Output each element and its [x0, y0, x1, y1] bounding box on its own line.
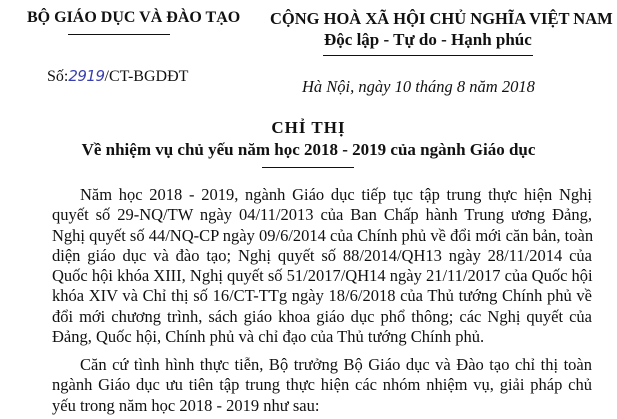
paragraph-line: diện giáo dục và đào tạo; Nghị quyết số 88/2014/QH13 ngày 28/11/2014 của [52, 245, 592, 265]
paragraph-line: Nghị quyết số 44/NQ-CP ngày 09/6/2014 của Chính phủ về đổi mới căn bản, toàn [52, 225, 594, 245]
paragraph-line: khóa XIV và Chỉ thị số 16/CT-TTg ngày 18/6/2018 của Thủ tướng Chính phủ về [52, 286, 592, 306]
paragraph-line: ngành Giáo dục ưu tiên tập trung thực hiện các nhóm nhiệm vụ, giải pháp chủ [52, 375, 592, 395]
paragraph-line: Năm học 2018 - 2019, ngành Giáo dục tiếp tục tập trung thực hiện Nghị [80, 185, 592, 204]
ministry-underline [68, 34, 170, 35]
republic-name: CỘNG HOÀ XÃ HỘI CHỦ NGHĨA VIỆT NAM [270, 9, 613, 28]
paragraph-line: quyết số 29-NQ/TW ngày 04/11/2013 của Ban Chấp hành Trung ương Đảng, [52, 205, 592, 225]
place-and-date: Hà Nội, ngày 10 tháng 8 năm 2018 [302, 77, 535, 96]
subject-underline [262, 167, 354, 168]
document-subject: Về nhiệm vụ chủ yếu năm học 2018 - 2019 của ngành Giáo dục [81, 140, 536, 159]
motto-underline [323, 55, 533, 56]
document-number-prefix: Số: [47, 68, 69, 85]
paragraph-line: Đảng, Quốc hội, Chính phủ và chỉ đạo của Thủ tướng Chính phủ. [52, 327, 485, 347]
document-number-suffix: /CT-BGDĐT [104, 68, 189, 85]
paragraph-line: Quốc hội khóa XIII, Nghị quyết số 51/2017/QH14 ngày 21/11/2017 của Quốc hội [52, 266, 593, 286]
paragraph-line: yếu trong năm học 2018 - 2019 như sau: [52, 395, 320, 415]
document-type: CHỈ THỊ [271, 118, 346, 137]
paragraph-line: Căn cứ tình hình thực tiễn, Bộ trưởng Bộ Giáo dục và Đào tạo chỉ thị toàn [80, 355, 592, 374]
document-number-handwritten: 2919 [68, 67, 105, 85]
body-paragraph-2 [52, 355, 592, 416]
paragraph-line: đổi mới chương trình, sách giáo khoa giáo dục phổ thông; các Nghị quyết của [52, 306, 592, 326]
national-motto: Độc lập - Tự do - Hạnh phúc [324, 30, 532, 49]
body-paragraph-1 [52, 185, 592, 347]
ministry-name: BỘ GIÁO DỤC VÀ ĐÀO TẠO [27, 9, 241, 26]
document-number [47, 67, 188, 86]
